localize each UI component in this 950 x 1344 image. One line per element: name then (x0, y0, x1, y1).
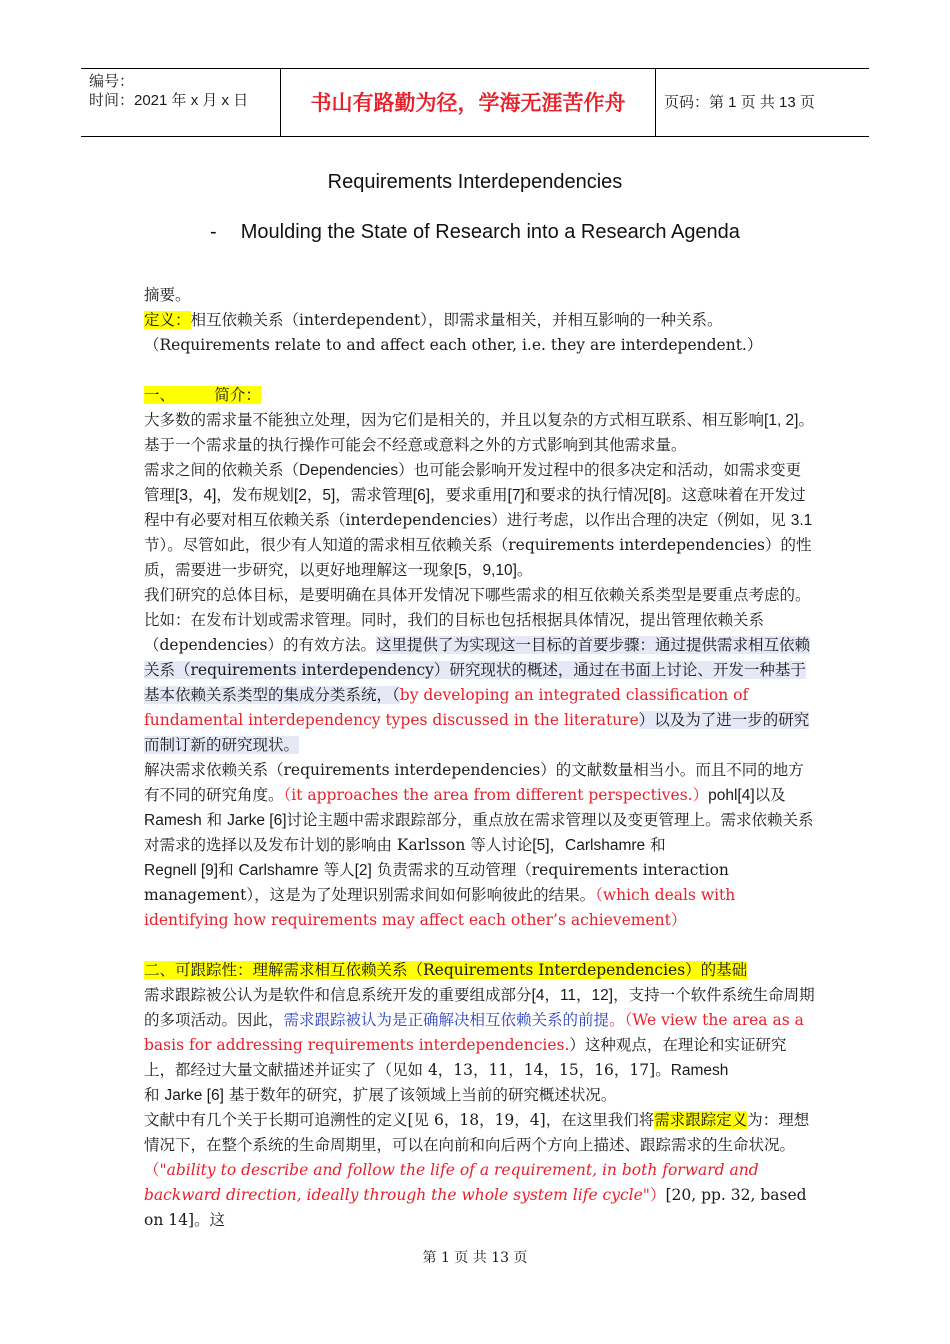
text-run: ]。 (649, 1061, 671, 1079)
text-run: 和 (144, 1086, 165, 1104)
citation: [2] (354, 862, 372, 879)
citation: Jarke [6] (164, 1087, 224, 1104)
citation: [5，9,10] (454, 562, 517, 579)
english-translation: We view the area as a basis for addressing requirements interdependencies. (144, 1011, 804, 1054)
text-run: 解决需求依赖关系（requirements interdependencies）的文献数量相当小。而且不同的地方有不同的研究角度。 (144, 761, 804, 804)
section1-para1 (144, 408, 816, 458)
citation: [6] (412, 487, 430, 504)
subtitle-dash: - (210, 221, 217, 243)
text-run: 和要求的执行情况 (524, 486, 649, 504)
header-meta (81, 69, 281, 136)
citation: [4，11，12] (531, 987, 614, 1004)
citation: 6，18，19，4] (433, 1111, 546, 1129)
text-run: ，要求重用 (430, 486, 508, 504)
text-run: ，在这里我们将 (545, 1111, 655, 1129)
section1-para2 (144, 458, 816, 583)
section2-heading (144, 958, 816, 983)
text-run: 。 (516, 561, 533, 579)
text-run: ）也可能会影响开发过程中的很多决定和活动，如需求变更管理 (144, 461, 802, 504)
text-run: 。这 (194, 1211, 226, 1229)
citation: [2，5] (293, 487, 336, 504)
header-motto: 书山有路勤为径，学海无涯苦作舟 (281, 69, 656, 136)
citation: 4，13，11，14，15，16，17 (427, 1061, 650, 1079)
text-run: ，支持一个软件系统生命周期的多项活动。因此， (144, 986, 815, 1029)
definition-text: 相互依赖关系（interdependent），即需求量相关，并相互影响的一种关系。 (190, 311, 723, 329)
section2-para2 (144, 1108, 816, 1233)
definition-english: （Requirements relate to and affect each other, i.e. they are interdependent.） (144, 336, 763, 354)
section2-heading-text: 二、可跟踪性：理解需求相互依赖关系（Requirements Interdependencies）的基础 (144, 961, 748, 979)
text-run: 大多数的需求量不能独立处理，因为它们是相关的，并且以复杂的方式相互联系、相互影响 (144, 411, 765, 429)
key-statement: 需求跟踪被认为是正确解决相互依赖关系的前提 (283, 1011, 610, 1029)
text-run: ） (649, 1186, 666, 1204)
highlighted-text: ）以及为了进一步的研究而制订新的研究现状。 (144, 711, 810, 754)
time-label: 时间：2021 年 x 月 x 日 (89, 92, 249, 109)
text-run: ，需求管理 (335, 486, 413, 504)
text-run: 节）。尽管如此，很少有人知道的需求相互依赖关系（requirements interdependencies）的性质，需要进一步研究，以更好地理解这一现象 (144, 536, 812, 579)
text-run: 。基于一个需求量的执行操作可能会不经意或意料之外的方式影响到其他需求量。 (144, 411, 814, 454)
highlighted-term: 需求跟踪定义 (654, 1111, 748, 1129)
citation: [5] (532, 837, 550, 854)
text-run: 需求之间的依赖关系（ (144, 461, 300, 479)
document-body (144, 283, 816, 1233)
text-run: 文献中有几个关于长期可追溯性的定义[见 (144, 1111, 434, 1129)
author-name: Carlshamre (565, 837, 646, 854)
section2-para1 (144, 983, 816, 1108)
text-run: 负责需求的互动管理（requirements interaction management），这是为了处理识别需求间如何影响彼此的结果。 (144, 861, 729, 904)
text-run: 以及 (754, 786, 786, 804)
citation: pohl[4] (708, 787, 755, 804)
text-run: 。这意味着在开发过程中有必要对相互依赖关系（interdependencies）进行考虑，以作出合理的决定（例如，见 (144, 486, 806, 529)
text-run: 。（ (609, 1011, 633, 1029)
citation: [20, pp. 32, based on 14] (144, 1186, 807, 1229)
text-run: ， (549, 836, 566, 854)
section1-para4 (144, 758, 816, 933)
text-run: ）这种观点，在理论和实证研究上，都经过大量文献描述并证实了（见如 (144, 1036, 787, 1079)
section-ref: 3.1 (790, 512, 813, 529)
english-quote: "ability to describe and follow the life of a requirement, in both forward and backward direction, ideally through the whole system life cycle" (144, 1161, 759, 1204)
english-translation: by developing an integrated classification of (399, 686, 749, 704)
text-run: 讨论主题中需求跟踪部分，重点放在需求管理以及变更管理上。需求依赖关系对需求的选择以及发布计划的影响由 Karlsson 等人讨论 (144, 811, 814, 854)
subtitle-text: Moulding the State of Research into a Research Agenda (240, 221, 740, 243)
text-run: 为：理想情况下，在整个系统的生命周期里，可以在向前和向后两个方向上描述、跟踪需求的生命状况。 (144, 1111, 810, 1154)
citation: Jarke [6] (227, 812, 287, 829)
citation: [1, 2] (764, 412, 799, 429)
page-header (81, 68, 869, 137)
text-run: 需求跟踪被公认为是软件和信息系统开发的重要组成部分 (144, 986, 532, 1004)
author-name: Ramesh (144, 812, 202, 829)
section1-heading-text: 一、 简介： (144, 386, 261, 404)
text-run: ，发布规划 (216, 486, 294, 504)
text-run: 基于数年的研究，扩展了该领域上当前的研究概述状况。 (223, 1086, 617, 1104)
author-name: Ramesh (670, 1062, 729, 1079)
citation: [7] (507, 487, 525, 504)
citation: Regnell [9] (144, 862, 219, 879)
english-translation: fundamental interdependency types discussed in the literature (144, 711, 639, 729)
highlighted-text: 这里提供了为实现这一目标的首要步骤：通过提供需求相互依赖关系（requirements interdependency）研究现状的概述，通过在书面上讨论、开发一种基于基本依赖关系类型的集成分类系统，（ (144, 636, 811, 704)
text-run: 我们研究的总体目标，是要明确在具体开发情况下哪些需求的相互依赖关系类型是要重点考虑的。比如：在发布计划或需求管理。同时，我们的目标也包括根据具体情况，提出管理依赖关系（dependencies）的有效方法。 (144, 586, 811, 654)
text-run: 和 (645, 836, 666, 854)
page-footer: 第 1 页 共 13 页 (422, 1250, 528, 1266)
header-page-label: 页码：第 1 页 共 13 页 (664, 94, 815, 111)
section1-para3 (144, 583, 816, 758)
code-label: 编号： (89, 73, 135, 90)
doc-subtitle (0, 221, 950, 244)
section1-heading (144, 383, 816, 408)
text-run: 和 (218, 861, 239, 879)
citation: [8] (648, 487, 666, 504)
abstract-definition (144, 308, 816, 333)
text-run: （ (144, 1161, 160, 1179)
english-translation: （it approaches the area from different perspectives.） (283, 786, 709, 804)
author-name: Carlshamre (238, 862, 319, 879)
text-run: 和 (201, 811, 228, 829)
english-translation: （which deals with identifying how requirements may affect each other’s achievement） (144, 886, 736, 929)
definition-label: 定义： (144, 311, 191, 329)
term: Dependencies (299, 462, 399, 479)
abstract-heading: 摘要。 (144, 286, 191, 304)
citation: [3，4] (175, 487, 217, 504)
text-run: 等人 (318, 861, 355, 879)
doc-title: Requirements Interdependencies (327, 171, 623, 193)
